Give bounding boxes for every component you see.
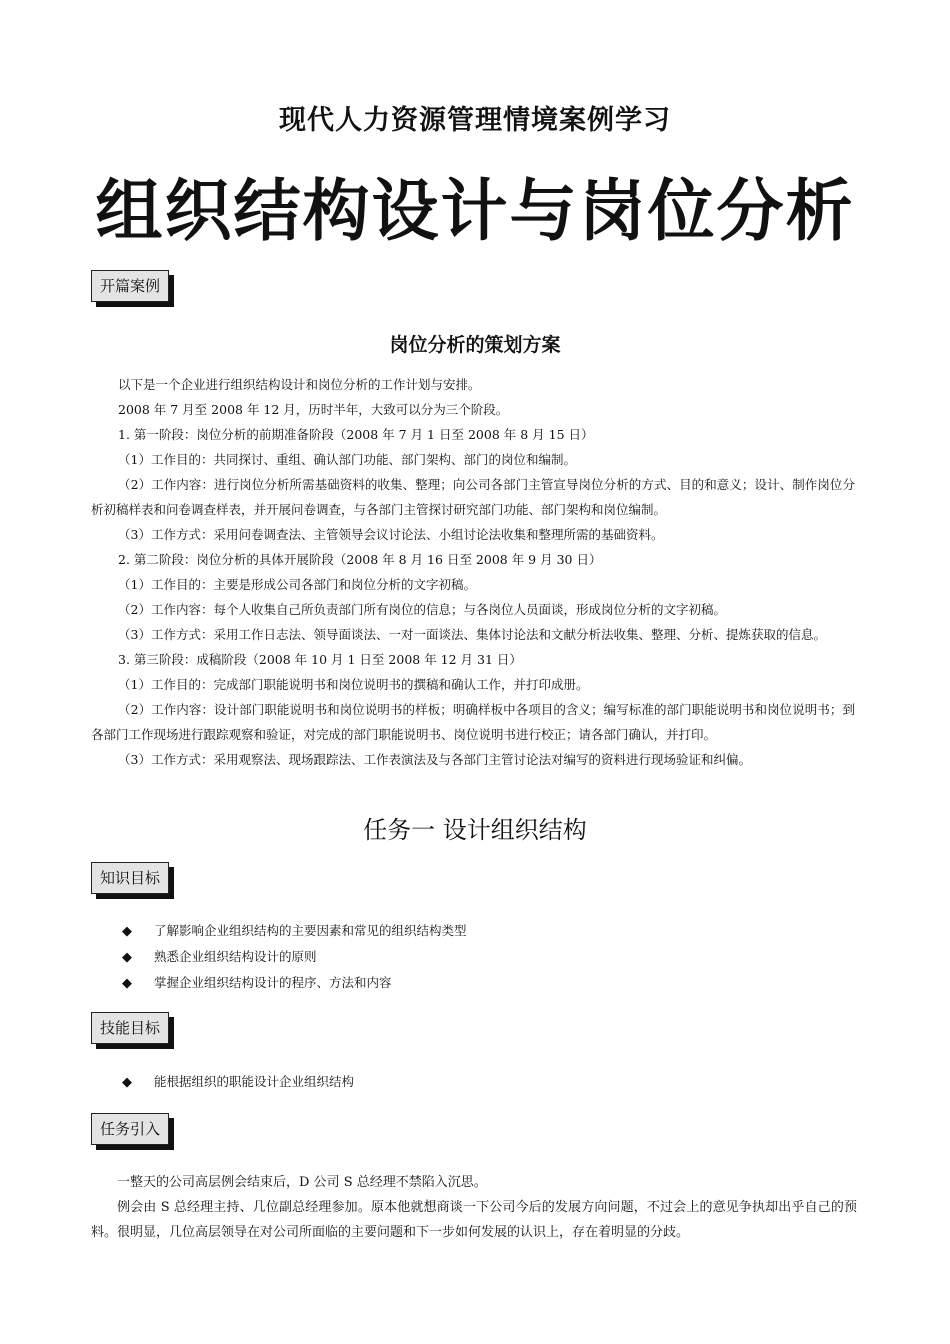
case-paragraph: （1）工作目的：完成部门职能说明书和岗位说明书的撰稿和确认工作，并打印成册。 [118, 677, 589, 692]
case-paragraph: 1. 第一阶段：岗位分析的前期准备阶段（2008 年 7 月 1 日至 2008 年 8 月 15 日） [118, 427, 594, 442]
knowledge-list [122, 918, 467, 996]
tag-task-intro: 任务引入 [91, 1113, 169, 1145]
knowledge-item-text: 熟悉企业组织结构设计的原则 [154, 949, 317, 964]
case-paragraph: （2）工作内容：进行岗位分析所需基础资料的收集、整理；向公司各部门主管宣导岗位分析的方式、目的和意义；设计、制作岗位分析初稿样表和问卷调查样表，并开展问卷调查，与各部门主管探讨研究部门功能、部门架构和岗位编制。 [91, 477, 855, 517]
list-item [122, 970, 467, 996]
case-paragraph: （2）工作内容：每个人收集自己所负责部门所有岗位的信息；与各岗位人员面谈，形成岗位分析的文字初稿。 [118, 602, 726, 617]
intro-paragraph: 例会由 S 总经理主持、几位副总经理参加。原本他就想商谈一下公司今后的发展方向问题，不过会上的意见争执却出乎自己的预料。很明显，几位高层领导在对公司所面临的主要问题和下一步如何发展的认识上，存在着明显的分歧。 [91, 1200, 857, 1240]
case-paragraph: 2008 年 7 月至 2008 年 12 月，历时半年，大致可以分为三个阶段。 [118, 402, 509, 417]
case-paragraph: 3. 第三阶段：成稿阶段（2008 年 10 月 1 日至 2008 年 12 月 31 日） [118, 652, 522, 667]
list-item [122, 944, 467, 970]
case-paragraph: （2）工作内容：设计部门职能说明书和岗位说明书的样板；明确样板中各项目的含义；编写标准的部门职能说明书和岗位说明书；到各部门工作现场进行跟踪观察和验证，对完成的部门职能说明书、岗位说明书进行校正；请各部门确认，并打印。 [91, 702, 855, 742]
knowledge-item-text: 掌握企业组织结构设计的程序、方法和内容 [154, 975, 392, 990]
task-title: 任务一 设计组织结构 [363, 816, 587, 844]
list-item [122, 918, 467, 944]
diamond-bullet-icon: ◆ [122, 950, 132, 965]
series-title: 现代人力资源管理情境案例学习 [279, 105, 671, 136]
case-body [91, 372, 855, 772]
case-paragraph: （3）工作方式：采用观察法、现场跟踪法、工作表演法及与各部门主管讨论法对编写的资料进行现场验证和纠偏。 [118, 752, 751, 767]
skill-item-text: 能根据组织的职能设计企业组织结构 [154, 1074, 355, 1089]
diamond-bullet-icon: ◆ [122, 976, 132, 991]
list-item [122, 1069, 354, 1095]
case-paragraph: 2. 第二阶段：岗位分析的具体开展阶段（2008 年 8 月 16 日至 2008 年 9 月 30 日） [118, 552, 602, 567]
intro-paragraph: 一整天的公司高层例会结束后，D 公司 S 总经理不禁陷入沉思。 [117, 1175, 487, 1190]
diamond-bullet-icon: ◆ [122, 924, 132, 939]
tag-opening-case: 开篇案例 [91, 270, 169, 302]
knowledge-item-text: 了解影响企业组织结构的主要因素和常见的组织结构类型 [154, 923, 467, 938]
tag-knowledge-goals: 知识目标 [91, 862, 169, 894]
case-paragraph: （3）工作方式：采用工作日志法、领导面谈法、一对一面谈法、集体讨论法和文献分析法收集、整理、分析、提炼获取的信息。 [118, 627, 826, 642]
case-title: 岗位分析的策划方案 [389, 334, 561, 356]
case-paragraph: （1）工作目的：共同探讨、重组、确认部门功能、部门架构、部门的岗位和编制。 [118, 452, 576, 467]
case-paragraph: 以下是一个企业进行组织结构设计和岗位分析的工作计划与安排。 [118, 377, 481, 392]
main-title: 组织结构设计与岗位分析 [95, 172, 855, 250]
case-paragraph: （1）工作目的：主要是形成公司各部门和岗位分析的文字初稿。 [118, 577, 476, 592]
tag-skill-goals: 技能目标 [91, 1012, 169, 1044]
case-paragraph: （3）工作方式：采用问卷调查法、主管领导会议讨论法、小组讨论法收集和整理所需的基础资料。 [118, 527, 664, 542]
skill-list [122, 1069, 354, 1095]
diamond-bullet-icon: ◆ [122, 1075, 132, 1090]
intro-body [91, 1170, 857, 1245]
